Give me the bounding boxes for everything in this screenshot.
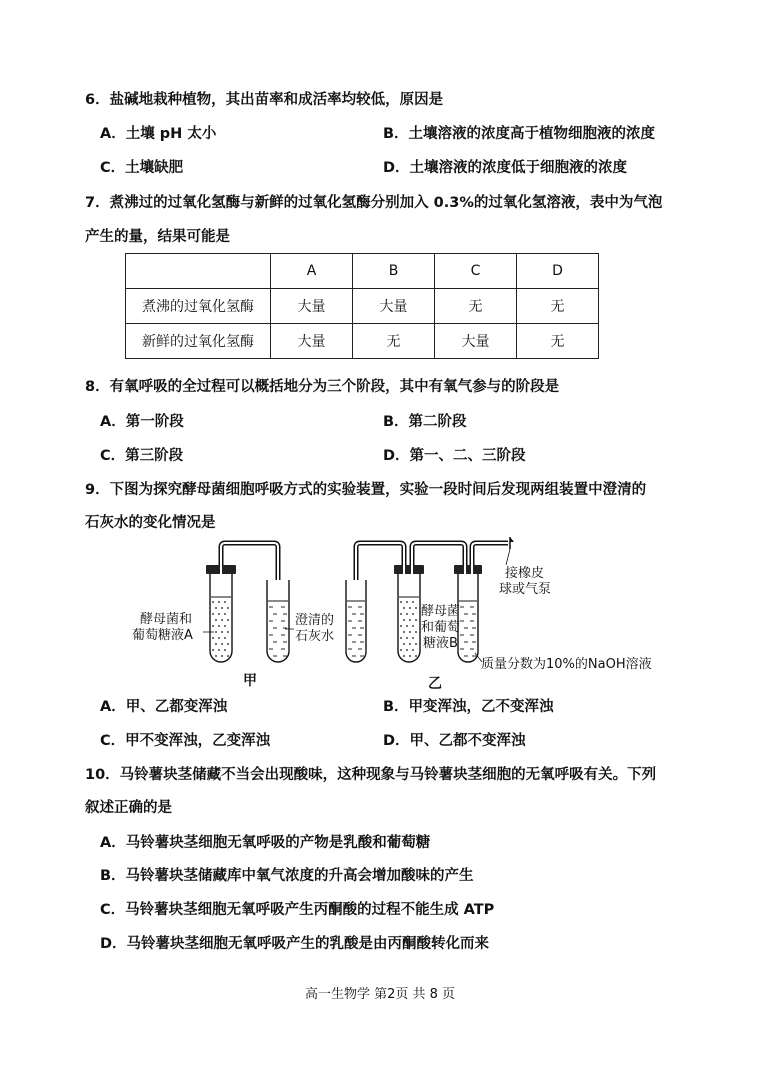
liquid-yeast-a-dot bbox=[227, 655, 229, 657]
liquid-yeast-a-dot bbox=[224, 649, 226, 651]
q7-stem-line-2: 产生的量，结果可能是 bbox=[85, 229, 230, 245]
table-cell: 大量 bbox=[353, 289, 435, 324]
liquid-yeast-b-dot bbox=[406, 625, 408, 627]
label-pump-line-2: 球或气泵 bbox=[499, 582, 552, 597]
q8-option-b: B．第二阶段 bbox=[383, 414, 467, 430]
q10-option-c: C．马铃薯块茎细胞无氧呼吸产生丙酮酸的过程不能生成 ATP bbox=[100, 902, 495, 918]
liquid-yeast-b-dot bbox=[406, 637, 408, 639]
table-header-cell: D bbox=[517, 254, 599, 289]
liquid-yeast-b-dot bbox=[415, 607, 417, 609]
label-pump-line-1: 接橡皮 bbox=[505, 566, 545, 581]
page-footer: 高一生物学 第2页 共 8 页 bbox=[304, 987, 456, 1002]
label-naoh: 质量分数为10%的NaOH溶液 bbox=[481, 657, 652, 672]
q9-option-b: B．甲变浑浊，乙不变浑浊 bbox=[383, 699, 554, 715]
liquid-yeast-a-dot bbox=[215, 655, 217, 657]
table-header-cell: C bbox=[435, 254, 517, 289]
q9-option-d: D．甲、乙都不变浑浊 bbox=[383, 733, 526, 749]
q10-option-d: D．马铃薯块茎细胞无氧呼吸产生的乳酸是由丙酮酸转化而来 bbox=[100, 936, 490, 952]
table-cell: 无 bbox=[517, 324, 599, 359]
liquid-yeast-a-dot bbox=[215, 631, 217, 633]
liquid-yeast-b-dot bbox=[412, 601, 414, 603]
liquid-yeast-b-dot bbox=[403, 643, 405, 645]
liquid-yeast-b-dot bbox=[406, 613, 408, 615]
liquid-yeast-a-dot bbox=[218, 601, 220, 603]
table-cell: 无 bbox=[435, 289, 517, 324]
liquid-yeast-a-dot bbox=[212, 613, 214, 615]
liquid-yeast-b-dot bbox=[400, 625, 402, 627]
liquid-yeast-a-dot bbox=[212, 625, 214, 627]
stopper-naoh bbox=[454, 565, 482, 574]
q8-option-a: A．第一阶段 bbox=[100, 414, 184, 430]
q7-results-table bbox=[125, 253, 599, 359]
liquid-yeast-a-dot bbox=[227, 607, 229, 609]
q9-option-c: C．甲不变浑浊，乙变浑浊 bbox=[100, 733, 271, 749]
q6-option-a: A．土壤 pH 太小 bbox=[100, 126, 217, 142]
label-group-yi: 乙 bbox=[428, 676, 442, 692]
q6-option-b: B．土壤溶液的浓度高于植物细胞液的浓度 bbox=[383, 126, 656, 142]
liquid-yeast-b-dot bbox=[406, 649, 408, 651]
q9-stem-line-2: 石灰水的变化情况是 bbox=[85, 515, 216, 531]
liquid-yeast-b-dot bbox=[412, 625, 414, 627]
liquid-yeast-a-dot bbox=[218, 649, 220, 651]
liquid-yeast-a-dot bbox=[212, 637, 214, 639]
q9-option-a: A．甲、乙都变浑浊 bbox=[100, 699, 228, 715]
tube-yeast-a bbox=[210, 573, 232, 662]
liquid-yeast-b-dot bbox=[409, 619, 411, 621]
label-yeast-b-line-2: 和葡萄 bbox=[421, 620, 461, 635]
label-yeast-b-line-1: 酵母菌 bbox=[421, 604, 461, 619]
stopper-yeast-b bbox=[394, 565, 424, 574]
q10-stem-line-2: 叙述正确的是 bbox=[85, 800, 172, 816]
label-yeast-a-line-2: 葡萄糖液A bbox=[132, 628, 193, 643]
leader-pump bbox=[506, 549, 510, 565]
liquid-yeast-a-dot bbox=[227, 619, 229, 621]
liquid-yeast-a-dot bbox=[221, 619, 223, 621]
liquid-yeast-b-dot bbox=[412, 649, 414, 651]
liquid-yeast-a-dot bbox=[215, 643, 217, 645]
liquid-yeast-a-dot bbox=[218, 637, 220, 639]
label-group-jia: 甲 bbox=[243, 673, 257, 689]
label-yeast-a-line-1: 酵母菌和 bbox=[140, 612, 193, 627]
liquid-yeast-b-dot bbox=[415, 655, 417, 657]
liquid-yeast-b-dot bbox=[415, 619, 417, 621]
liquid-yeast-a-dot bbox=[212, 649, 214, 651]
label-limewater-line-2: 石灰水 bbox=[295, 629, 335, 644]
liquid-yeast-a-dot bbox=[218, 625, 220, 627]
table-cell: 煮沸的过氧化氢酶 bbox=[126, 289, 271, 324]
liquid-yeast-b-dot bbox=[412, 613, 414, 615]
label-yeast-b-line-3: 糖液B bbox=[423, 636, 458, 651]
liquid-yeast-b-dot bbox=[403, 655, 405, 657]
table-cell: 新鲜的过氧化氢酶 bbox=[126, 324, 271, 359]
liquid-yeast-b-dot bbox=[400, 613, 402, 615]
q10-option-b: B．马铃薯块茎储藏库中氧气浓度的升高会增加酸味的产生 bbox=[100, 868, 474, 884]
table-row bbox=[126, 324, 599, 359]
liquid-yeast-a-dot bbox=[224, 637, 226, 639]
liquid-yeast-b-dot bbox=[400, 601, 402, 603]
q7-stem-line-1: 7．煮沸过的过氧化氢酶与新鲜的过氧化氢酶分别加入 0.3%的过氧化氢溶液，表中为气泡 bbox=[85, 195, 663, 211]
liquid-yeast-b-dot bbox=[409, 607, 411, 609]
q6-option-d: D．土壤溶液的浓度低于细胞液的浓度 bbox=[383, 160, 628, 176]
table-header-cell bbox=[126, 254, 271, 289]
table-cell: 大量 bbox=[435, 324, 517, 359]
q8-option-d: D．第一、二、三阶段 bbox=[383, 448, 526, 464]
liquid-yeast-b-dot bbox=[406, 601, 408, 603]
liquid-yeast-a-dot bbox=[227, 643, 229, 645]
q9-stem-line-1: 9．下图为探究酵母菌细胞呼吸方式的实验装置，实验一段时间后发现两组装置中澄清的 bbox=[85, 482, 647, 498]
q10-option-a: A．马铃薯块茎细胞无氧呼吸的产物是乳酸和葡萄糖 bbox=[100, 835, 431, 851]
liquid-yeast-a-dot bbox=[221, 655, 223, 657]
q6-stem: 6．盐碱地栽种植物，其出苗率和成活率均较低，原因是 bbox=[85, 92, 444, 108]
liquid-yeast-a-dot bbox=[224, 613, 226, 615]
liquid-yeast-b-dot bbox=[412, 637, 414, 639]
liquid-yeast-a-dot bbox=[221, 607, 223, 609]
table-header-row bbox=[126, 254, 599, 289]
table-header-cell: A bbox=[271, 254, 353, 289]
liquid-yeast-a-dot bbox=[218, 613, 220, 615]
q8-stem: 8．有氧呼吸的全过程可以概括地分为三个阶段，其中有氧气参与的阶段是 bbox=[85, 379, 560, 395]
liquid-yeast-b-dot bbox=[415, 643, 417, 645]
liquid-yeast-b-dot bbox=[409, 631, 411, 633]
liquid-yeast-b-dot bbox=[400, 649, 402, 651]
table-row bbox=[126, 289, 599, 324]
table-cell: 大量 bbox=[271, 289, 353, 324]
liquid-yeast-a-dot bbox=[215, 607, 217, 609]
q8-option-c: C．第三阶段 bbox=[100, 448, 184, 464]
liquid-yeast-a-dot bbox=[224, 601, 226, 603]
liquid-yeast-b-dot bbox=[403, 619, 405, 621]
q6-option-c: C．土壤缺肥 bbox=[100, 160, 184, 176]
liquid-yeast-a-dot bbox=[221, 631, 223, 633]
liquid-yeast-b-dot bbox=[403, 607, 405, 609]
table-header-cell: B bbox=[353, 254, 435, 289]
liquid-yeast-a-dot bbox=[215, 619, 217, 621]
table-cell: 无 bbox=[517, 289, 599, 324]
liquid-yeast-a-dot bbox=[227, 631, 229, 633]
liquid-yeast-a-dot bbox=[212, 601, 214, 603]
table-cell: 大量 bbox=[271, 324, 353, 359]
liquid-yeast-b-dot bbox=[400, 637, 402, 639]
liquid-yeast-b-dot bbox=[409, 655, 411, 657]
label-limewater-line-1: 澄清的 bbox=[295, 613, 335, 628]
liquid-yeast-b-dot bbox=[403, 631, 405, 633]
liquid-yeast-a-dot bbox=[221, 643, 223, 645]
liquid-yeast-b-dot bbox=[415, 631, 417, 633]
tube-yeast-b bbox=[398, 573, 420, 662]
table-cell: 无 bbox=[353, 324, 435, 359]
q10-stem-line-1: 10．马铃薯块茎储藏不当会出现酸味，这种现象与马铃薯块茎细胞的无氧呼吸有关。下列 bbox=[85, 767, 657, 783]
liquid-yeast-b-dot bbox=[409, 643, 411, 645]
liquid-yeast-a-dot bbox=[224, 625, 226, 627]
